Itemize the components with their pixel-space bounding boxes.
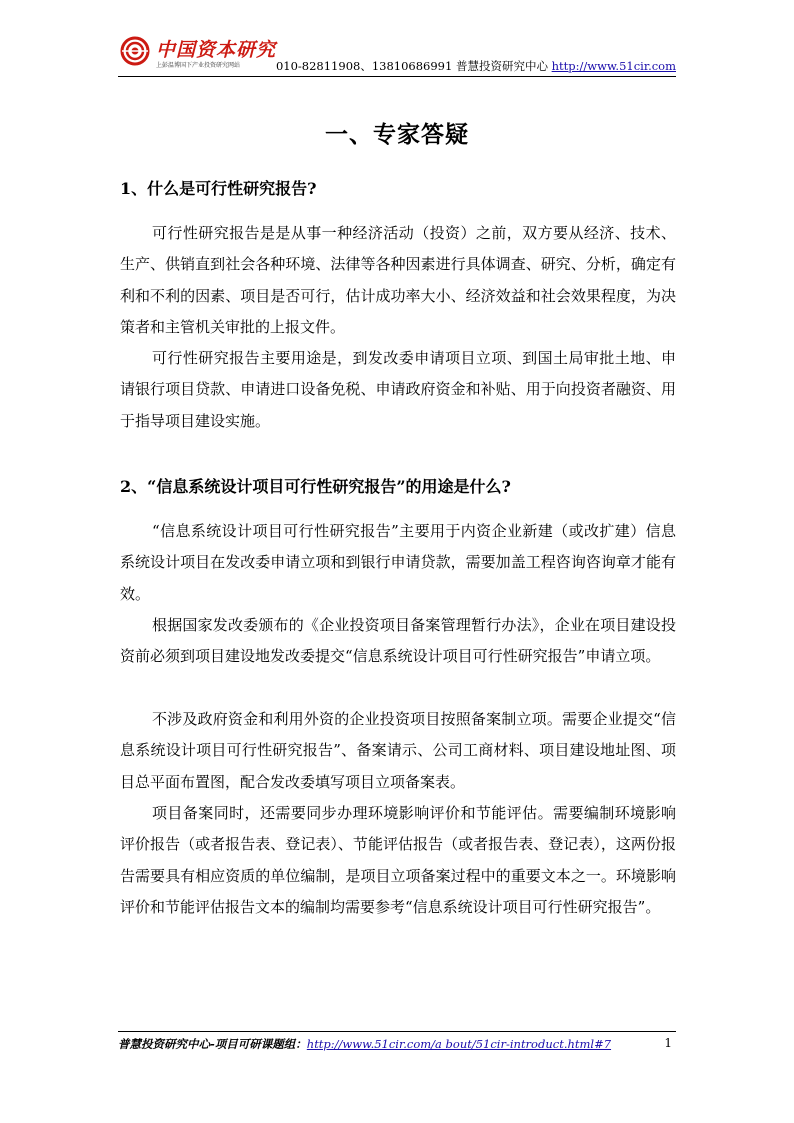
- page-title: 一、专家答疑: [325, 121, 469, 148]
- section-2-heading: 2、“信息系统设计项目可行性研究报告”的用途是什么?: [120, 477, 511, 496]
- section-1-paragraph-1: 可行性研究报告是是从事一种经济活动（投资）之前，双方要从经济、技术、生产、供销直到社会各种环境、法律等各种因素进行具体调查、研究、分析，确定有利和不利的因素、项目是否可行，估计成功率大小、经济效益和社会效果程度，为决策者和主管机关审批的上报文件。: [120, 224, 676, 336]
- section-1-heading: 1、什么是可行性研究报告?: [120, 179, 317, 198]
- logo-globe-icon: [120, 36, 150, 66]
- logo-title: 中国资本研究: [156, 39, 277, 61]
- header-website-link[interactable]: http://www.51cir.com: [551, 59, 676, 73]
- logo: [118, 34, 288, 74]
- header-contact: [276, 58, 676, 74]
- section-1-paragraph-2: 可行性研究报告主要用途是，到发改委申请项目立项、到国土局审批土地、申请银行项目贷款、申请进口设备免税、申请政府资金和补贴、用于向投资者融资、用于指导项目建设实施。: [120, 349, 676, 430]
- footer-label: 普慧投资研究中心-项目可研课题组：: [118, 1037, 307, 1051]
- page-number: 1: [664, 1036, 672, 1050]
- logo-subtitle: 上彭温博国下产业投资研究网站: [156, 62, 241, 69]
- section-2-paragraph-3: 不涉及政府资金和利用外资的企业投资项目按照备案制立项。需要企业提交“信息系统设计项目可行性研究报告”、备案请示、公司工商材料、项目建设地址图、项目总平面布置图，配合发改委填写项目立项备案表。: [120, 710, 676, 791]
- section-2-paragraph-4: 项目备案同时，还需要同步办理环境影响评价和节能评估。需要编制环境影响评价报告（或者报告表、登记表）、节能评估报告（或者报告表、登记表），这两份报告需要具有相应资质的单位编制，是项目立项备案过程中的重要文本之一。环境影响评价和节能评估报告文本的编制均需要参考“信息系统设计项目可行性研究报告”。: [120, 804, 676, 916]
- section-2-paragraph-1: “信息系统设计项目可行性研究报告”主要用于内资企业新建（或改扩建）信息系统设计项目在发改委申请立项和到银行申请贷款，需要加盖工程咨询咨询章才能有效。: [120, 522, 676, 603]
- contact-phones: 010-82811908、13810686991 普慧投资研究中心: [275, 59, 552, 73]
- page-header: [118, 34, 676, 77]
- page-footer: [118, 1031, 676, 1054]
- section-2-paragraph-2: 根据国家发改委颁布的《企业投资项目备案管理暂行办法》，企业在项目建设投资前必须到项目建设地发改委提交“信息系统设计项目可行性研究报告”申请立项。: [120, 616, 676, 666]
- footer-text: [118, 1036, 611, 1052]
- footer-link[interactable]: http://www.51cir.com/a bout/51cir-introduct.html#7: [306, 1037, 612, 1051]
